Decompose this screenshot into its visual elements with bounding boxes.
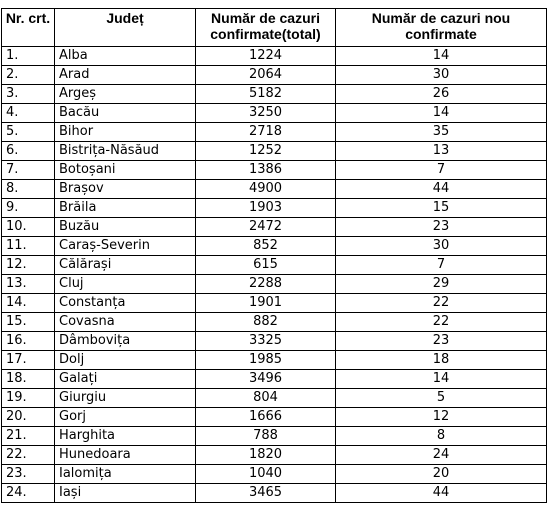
- table-row: [2, 104, 547, 123]
- row-nr-cell: 1.: [2, 47, 55, 66]
- header-judet: Județ: [55, 9, 196, 47]
- row-nr-cell: 14.: [2, 294, 55, 313]
- row-noi-cell: 5: [336, 389, 547, 408]
- table-row: [2, 484, 547, 503]
- row-total-cell: 2064: [196, 66, 336, 85]
- row-judet-cell: Caraș-Severin: [55, 237, 196, 256]
- table-row: [2, 351, 547, 370]
- row-nr-cell: 12.: [2, 256, 55, 275]
- row-noi-cell: 22: [336, 294, 547, 313]
- row-nr-cell: 21.: [2, 427, 55, 446]
- row-nr-cell: 19.: [2, 389, 55, 408]
- table-body: [2, 47, 547, 503]
- table-row: [2, 142, 547, 161]
- row-total-cell: 1666: [196, 408, 336, 427]
- table-row: [2, 161, 547, 180]
- table-row: [2, 199, 547, 218]
- table-row: [2, 389, 547, 408]
- row-nr-cell: 23.: [2, 465, 55, 484]
- row-judet-cell: Bihor: [55, 123, 196, 142]
- table-row: [2, 370, 547, 389]
- table-row: [2, 123, 547, 142]
- row-nr-cell: 11.: [2, 237, 55, 256]
- table-row: [2, 180, 547, 199]
- row-total-cell: 1224: [196, 47, 336, 66]
- row-noi-cell: 23: [336, 332, 547, 351]
- table-row: [2, 294, 547, 313]
- row-nr-cell: 17.: [2, 351, 55, 370]
- row-nr-cell: 7.: [2, 161, 55, 180]
- row-judet-cell: Alba: [55, 47, 196, 66]
- row-total-cell: 1985: [196, 351, 336, 370]
- row-noi-cell: 20: [336, 465, 547, 484]
- row-total-cell: 1901: [196, 294, 336, 313]
- row-noi-cell: 7: [336, 161, 547, 180]
- row-total-cell: 3496: [196, 370, 336, 389]
- row-judet-cell: Arad: [55, 66, 196, 85]
- row-noi-cell: 14: [336, 370, 547, 389]
- row-judet-cell: Galați: [55, 370, 196, 389]
- header-total: Număr de cazuri confirmate(total): [196, 9, 336, 47]
- row-nr-cell: 6.: [2, 142, 55, 161]
- row-judet-cell: Ialomița: [55, 465, 196, 484]
- row-noi-cell: 15: [336, 199, 547, 218]
- row-nr-cell: 20.: [2, 408, 55, 427]
- row-judet-cell: Brăila: [55, 199, 196, 218]
- row-nr-cell: 2.: [2, 66, 55, 85]
- row-judet-cell: Buzău: [55, 218, 196, 237]
- row-judet-cell: Giurgiu: [55, 389, 196, 408]
- row-noi-cell: 29: [336, 275, 547, 294]
- row-total-cell: 1386: [196, 161, 336, 180]
- row-total-cell: 804: [196, 389, 336, 408]
- row-total-cell: 3325: [196, 332, 336, 351]
- table-row: [2, 275, 547, 294]
- row-nr-cell: 5.: [2, 123, 55, 142]
- row-total-cell: 788: [196, 427, 336, 446]
- table-row: [2, 313, 547, 332]
- table-row: [2, 237, 547, 256]
- row-judet-cell: Călărași: [55, 256, 196, 275]
- row-total-cell: 4900: [196, 180, 336, 199]
- header-nr: Nr. crt.: [2, 9, 55, 47]
- row-judet-cell: Dolj: [55, 351, 196, 370]
- row-noi-cell: 14: [336, 47, 547, 66]
- table-row: [2, 218, 547, 237]
- row-nr-cell: 13.: [2, 275, 55, 294]
- row-judet-cell: Cluj: [55, 275, 196, 294]
- table-row: [2, 47, 547, 66]
- row-total-cell: 615: [196, 256, 336, 275]
- row-total-cell: 3465: [196, 484, 336, 503]
- row-total-cell: 882: [196, 313, 336, 332]
- row-judet-cell: Gorj: [55, 408, 196, 427]
- row-total-cell: 3250: [196, 104, 336, 123]
- row-noi-cell: 35: [336, 123, 547, 142]
- row-noi-cell: 14: [336, 104, 547, 123]
- table-row: [2, 85, 547, 104]
- row-noi-cell: 8: [336, 427, 547, 446]
- row-judet-cell: Constanța: [55, 294, 196, 313]
- row-noi-cell: 30: [336, 66, 547, 85]
- row-noi-cell: 22: [336, 313, 547, 332]
- row-total-cell: 5182: [196, 85, 336, 104]
- row-noi-cell: 23: [336, 218, 547, 237]
- row-nr-cell: 10.: [2, 218, 55, 237]
- row-nr-cell: 8.: [2, 180, 55, 199]
- table-row: [2, 332, 547, 351]
- row-nr-cell: 3.: [2, 85, 55, 104]
- table-row: [2, 446, 547, 465]
- row-noi-cell: 18: [336, 351, 547, 370]
- header-noi: Număr de cazuri nou confirmate: [336, 9, 547, 47]
- row-noi-cell: 13: [336, 142, 547, 161]
- row-nr-cell: 24.: [2, 484, 55, 503]
- row-total-cell: 2288: [196, 275, 336, 294]
- row-nr-cell: 9.: [2, 199, 55, 218]
- row-total-cell: 1040: [196, 465, 336, 484]
- row-nr-cell: 16.: [2, 332, 55, 351]
- row-judet-cell: Bistrița-Năsăud: [55, 142, 196, 161]
- row-noi-cell: 30: [336, 237, 547, 256]
- row-nr-cell: 22.: [2, 446, 55, 465]
- row-judet-cell: Botoșani: [55, 161, 196, 180]
- row-total-cell: 1903: [196, 199, 336, 218]
- table-header-row: [2, 9, 547, 47]
- row-judet-cell: Argeș: [55, 85, 196, 104]
- row-nr-cell: 4.: [2, 104, 55, 123]
- row-noi-cell: 7: [336, 256, 547, 275]
- row-judet-cell: Brașov: [55, 180, 196, 199]
- table-row: [2, 408, 547, 427]
- row-nr-cell: 18.: [2, 370, 55, 389]
- table-row: [2, 256, 547, 275]
- row-judet-cell: Dâmbovița: [55, 332, 196, 351]
- row-noi-cell: 44: [336, 484, 547, 503]
- cases-table: [1, 8, 547, 503]
- row-judet-cell: Hunedoara: [55, 446, 196, 465]
- row-noi-cell: 44: [336, 180, 547, 199]
- row-total-cell: 1820: [196, 446, 336, 465]
- row-nr-cell: 15.: [2, 313, 55, 332]
- row-judet-cell: Covasna: [55, 313, 196, 332]
- table-row: [2, 66, 547, 85]
- row-total-cell: 1252: [196, 142, 336, 161]
- row-noi-cell: 26: [336, 85, 547, 104]
- row-total-cell: 852: [196, 237, 336, 256]
- table-row: [2, 427, 547, 446]
- row-noi-cell: 24: [336, 446, 547, 465]
- row-total-cell: 2718: [196, 123, 336, 142]
- row-noi-cell: 12: [336, 408, 547, 427]
- table-row: [2, 465, 547, 484]
- row-judet-cell: Bacău: [55, 104, 196, 123]
- row-total-cell: 2472: [196, 218, 336, 237]
- row-judet-cell: Iași: [55, 484, 196, 503]
- row-judet-cell: Harghita: [55, 427, 196, 446]
